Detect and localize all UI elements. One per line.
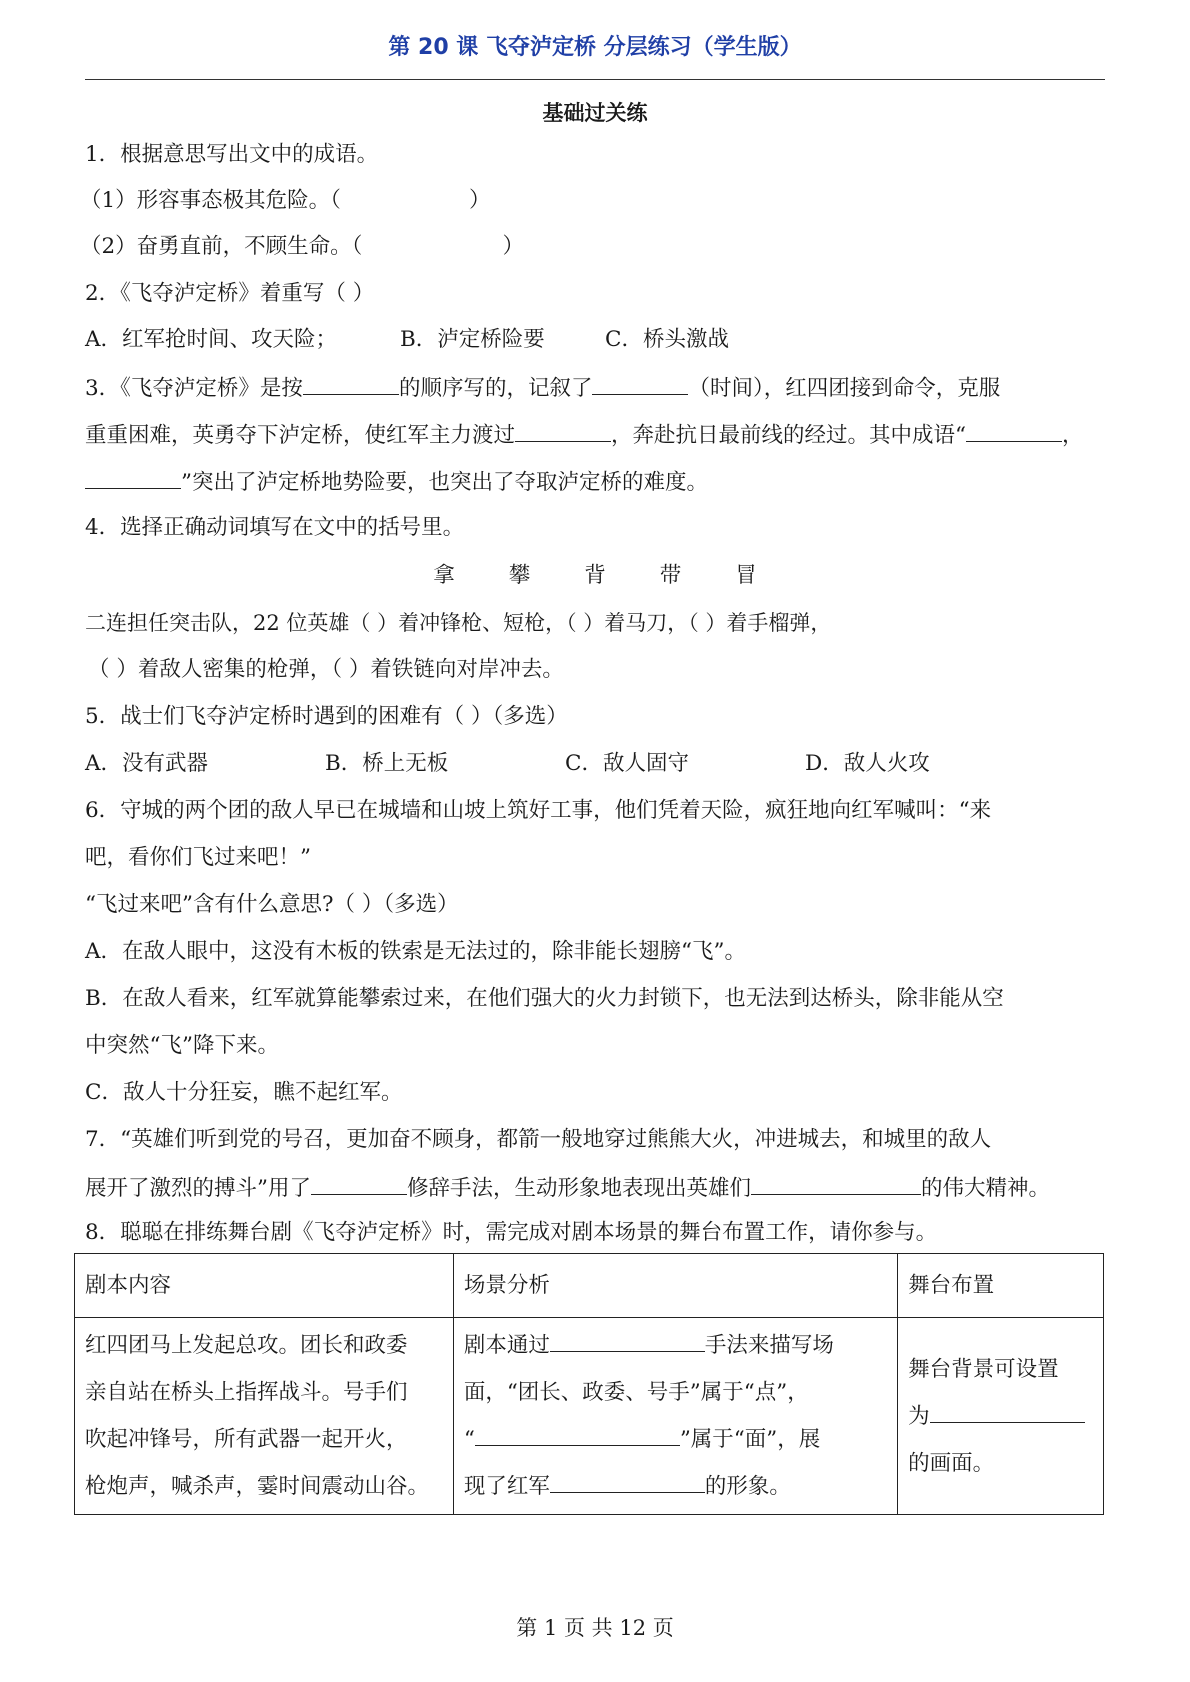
word-bank-item: 背 <box>584 563 606 588</box>
q3-text-2: 的顺序写的，记叙了 <box>398 376 593 401</box>
answer-blank[interactable] <box>592 372 688 395</box>
q6-option-c: C．敌人十分狂妄，瞧不起红军。 <box>85 1080 403 1105</box>
q1-sub1-text: （1）形容事态极其危险。（ <box>80 188 341 213</box>
analysis-text: 手法来描写场 <box>704 1333 834 1358</box>
q4-stem: 4．选择正确动词填写在文中的括号里。 <box>85 515 465 540</box>
q8-stem: 8．聪聪在排练舞台剧《飞夺泸定桥》时，需完成对剧本场景的舞台布置工作，请你参与。 <box>85 1220 938 1245</box>
q6-line1: 6．守城的两个团的敌人早已在城墙和山坡上筑好工事，他们凭着天险，疯狂地向红军喊叫：“来 <box>85 798 992 823</box>
analysis-text: ”属于“面”，展 <box>679 1427 821 1452</box>
q1-sub2-end: ） <box>502 234 524 259</box>
q7-line2 <box>85 1172 1050 1204</box>
q5-option-d: D．敌人火攻 <box>805 751 930 776</box>
script-line: 亲自站在桥头上指挥战斗。号手们 <box>85 1380 408 1405</box>
q5-options <box>85 749 930 779</box>
q1-sub2 <box>80 232 524 262</box>
q3-line3 <box>85 466 708 498</box>
script-content-cell <box>75 1318 454 1515</box>
word-bank-item: 攀 <box>508 563 531 588</box>
q3-text-3: （时间），红四团接到命令，克服 <box>688 376 1001 401</box>
header-script-content: 剧本内容 <box>75 1254 454 1318</box>
analysis-line-4 <box>464 1463 887 1510</box>
q4-word-bank <box>0 561 1190 591</box>
header-stage-setup: 舞台布置 <box>898 1254 1104 1318</box>
q1-sub1-end: ） <box>468 188 491 213</box>
analysis-line-2: 面，“团长、政委、号手”属于“点”， <box>463 1380 809 1405</box>
analysis-line-3 <box>464 1416 887 1463</box>
q3-text-1: 3．《飞夺泸定桥》是按 <box>85 376 303 401</box>
answer-blank[interactable] <box>475 1423 680 1446</box>
q3-text-6: ， <box>1062 423 1084 448</box>
stage-planning-table <box>74 1253 1104 1515</box>
stage-line-3: 的画面。 <box>908 1450 995 1476</box>
analysis-text: 的形象。 <box>704 1474 791 1499</box>
q2-option-a: A．红军抢时间、攻天险； <box>85 327 338 352</box>
q2-stem: 2．《飞夺泸定桥》着重写（ ） <box>85 281 375 306</box>
word-bank-item: 冒 <box>735 563 757 588</box>
q5-option-b: B．桥上无板 <box>325 751 449 776</box>
answer-blank[interactable] <box>515 419 611 442</box>
answer-blank[interactable] <box>550 1470 705 1493</box>
script-line: 吹起冲锋号，所有武器一起开火， <box>85 1427 408 1452</box>
q5-option-c: C．敌人固守 <box>565 751 689 776</box>
section-title: 基础过关练 <box>542 101 648 125</box>
word-bank-item: 拿 <box>433 563 455 588</box>
stage-text: 为 <box>908 1403 930 1429</box>
word-bank-item: 带 <box>659 563 682 588</box>
q2-options <box>85 325 729 355</box>
q7-text-2: 修辞手法，生动形象地表现出英雄们 <box>407 1176 752 1201</box>
analysis-text: 剧本通过 <box>463 1333 550 1358</box>
analysis-text: 现了红军 <box>463 1474 550 1499</box>
answer-blank[interactable] <box>303 372 399 395</box>
q7-text-1: 展开了激烈的搏斗”用了 <box>85 1176 311 1201</box>
script-line: 枪炮声，喊杀声，霎时间震动山谷。 <box>85 1474 430 1499</box>
header-divider <box>85 79 1105 80</box>
answer-blank[interactable] <box>930 1400 1085 1423</box>
stage-line-1: 舞台背景可设置 <box>908 1356 1059 1382</box>
q5-stem: 5．战士们飞夺泸定桥时遇到的困难有（ ）（多选） <box>85 704 568 729</box>
q6-option-b-line2: 中突然“飞”降下来。 <box>85 1033 279 1058</box>
q3-text-4: 重重困难，英勇夺下泸定桥，使红军主力渡过 <box>85 423 516 448</box>
page-title: 第 20 课 飞夺泸定桥 分层练习（学生版） <box>388 35 802 60</box>
q6-line2: 吧，看你们飞过来吧！” <box>85 845 311 870</box>
q6-option-a: A．在敌人眼中，这没有木板的铁索是无法过的，除非能长翅膀“飞”。 <box>85 939 747 964</box>
q3-line2 <box>85 419 1084 451</box>
q7-line1: 7．“英雄们听到党的号召，更加奋不顾身，都箭一般地穿过熊熊大火，冲进城去，和城里的敌人 <box>85 1127 992 1152</box>
stage-line-2 <box>908 1393 1093 1440</box>
analysis-text: “ <box>463 1427 475 1452</box>
answer-blank[interactable] <box>751 1172 921 1195</box>
q6-option-b-line1: B．在敌人看来，红军就算能攀索过来，在他们强大的火力封锁下，也无法到达桥头，除非能从空 <box>85 986 1004 1011</box>
q4-passage-line1: 二连担任突击队，22 位英雄（ ）着冲锋枪、短枪，（ ）着马刀，（ ）着手榴弹， <box>85 611 832 635</box>
page-number: 第 1 页 共 12 页 <box>516 1616 674 1640</box>
answer-blank[interactable] <box>966 419 1062 442</box>
q3-line1 <box>85 372 1000 404</box>
q1-sub2-text: （2）奋勇直前，不顾生命。（ <box>80 234 363 259</box>
answer-blank[interactable] <box>311 1172 407 1195</box>
q1-sub1 <box>80 186 490 216</box>
q6-question: “飞过来吧”含有什么意思?（ ）（多选） <box>85 892 459 917</box>
scene-analysis-cell <box>453 1318 897 1515</box>
q5-option-a: A．没有武器 <box>85 751 209 776</box>
script-line: 红四团马上发起总攻。团长和政委 <box>85 1333 408 1358</box>
q1-stem: 1．根据意思写出文中的成语。 <box>85 142 379 167</box>
q3-text-5: ，奔赴抗日最前线的经过。其中成语“ <box>611 423 967 448</box>
q7-text-3: 的伟大精神。 <box>921 1176 1051 1201</box>
table-row <box>75 1318 1104 1515</box>
q4-passage-line2: （ ）着敌人密集的枪弹，（ ）着铁链向对岸冲去。 <box>88 657 564 682</box>
analysis-line-1 <box>464 1322 887 1369</box>
q2-option-c: C．桥头激战 <box>605 327 729 352</box>
answer-blank[interactable] <box>85 466 181 489</box>
q2-option-b: B．泸定桥险要 <box>400 327 545 352</box>
answer-blank[interactable] <box>550 1329 705 1352</box>
q3-text-7: ”突出了泸定桥地势险要，也突出了夺取泸定桥的难度。 <box>181 470 708 495</box>
table-header-row <box>75 1254 1104 1318</box>
stage-setup-cell <box>898 1318 1104 1515</box>
header-scene-analysis: 场景分析 <box>453 1254 897 1318</box>
